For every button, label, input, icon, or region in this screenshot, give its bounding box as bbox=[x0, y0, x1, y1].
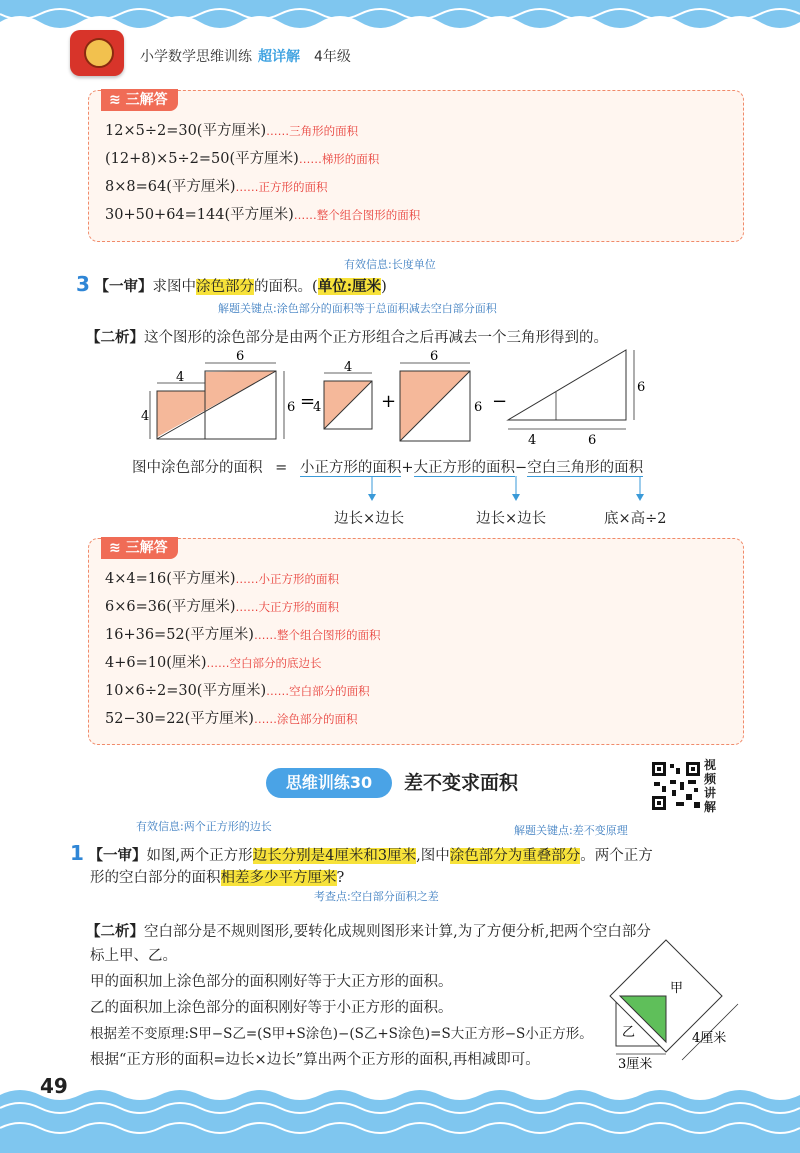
label-6: 6 bbox=[287, 400, 296, 415]
minus-sign: − bbox=[492, 391, 508, 412]
question-3-statement: 3 【一审】求图中涂色部分的面积。(单位:厘米) bbox=[76, 272, 387, 296]
label-4: 4 bbox=[313, 400, 322, 415]
label-4: 4 bbox=[141, 409, 150, 424]
analysis-para-3: 根据差不变原理:S甲−S乙=(S甲+S涂色)−(S乙+S涂色)=S大正方形−S小正方形。 bbox=[90, 1026, 593, 1042]
label-4: 4 bbox=[176, 370, 185, 385]
formula-arrows bbox=[350, 474, 690, 504]
equals-sign: = bbox=[300, 391, 316, 412]
grade-label: 4年级 bbox=[314, 49, 351, 65]
qr-code-icon[interactable] bbox=[650, 760, 702, 812]
answer-line: 10×6÷2=30(平方厘米)……空白部分的面积 bbox=[105, 683, 370, 699]
analysis-line-2: 标上甲、乙。 bbox=[90, 948, 177, 964]
label-yi: 乙 bbox=[622, 1025, 636, 1040]
overlap-squares-figure bbox=[600, 930, 750, 1070]
label-6: 6 bbox=[430, 349, 439, 364]
annotation-key-point: 解题关键点:差不变原理 bbox=[514, 824, 628, 837]
analysis-para-1: 甲的面积加上涂色部分的面积刚好等于大正方形的面积。 bbox=[90, 974, 453, 990]
label-4: 4 bbox=[528, 433, 537, 448]
label-6: 6 bbox=[236, 349, 245, 364]
plus-sign: + bbox=[381, 391, 397, 412]
label-6: 6 bbox=[637, 380, 646, 395]
answer-line: 30+50+64=144(平方厘米)……整个组合图形的面积 bbox=[105, 207, 421, 223]
sub-formula-2: 边长×边长 bbox=[476, 511, 547, 527]
section-label: 思维训练30 bbox=[266, 768, 392, 798]
blank-triangle-figure bbox=[508, 350, 645, 448]
answer-line: 16+36=52(平方厘米)……整个组合图形的面积 bbox=[105, 627, 381, 643]
sub-formula-3: 底×高÷2 bbox=[604, 511, 667, 527]
question-1-statement: 1 【一审】如图,两个正方形边长分别是4厘米和3厘米,图中涂色部分为重叠部分。两个正方 bbox=[70, 841, 653, 865]
combined-figure bbox=[141, 349, 295, 439]
area-formula-row: 图中涂色部分的面积 = 小正方形的面积+大正方形的面积−空白三角形的面积 bbox=[132, 460, 644, 476]
answer-line: 8×8=64(平方厘米)……正方形的面积 bbox=[105, 179, 328, 195]
label-4cm: 4厘米 bbox=[692, 1031, 727, 1046]
video-lecture-label[interactable]: 视频讲解 bbox=[704, 758, 717, 814]
label-6: 6 bbox=[588, 433, 597, 448]
answer-line: 52−30=22(平方厘米)……涂色部分的面积 bbox=[105, 711, 358, 727]
label-3cm: 3厘米 bbox=[618, 1057, 653, 1070]
analysis-para-4: 根据“正方形的面积=边长×边长”算出两个正方形的面积,再相减即可。 bbox=[90, 1052, 540, 1068]
answer-badge: ≋ 三解答 bbox=[101, 89, 178, 111]
label-jia: 甲 bbox=[670, 981, 684, 996]
answer-line: 6×6=36(平方厘米)……大正方形的面积 bbox=[105, 599, 340, 615]
page-number: 49 bbox=[40, 1074, 68, 1098]
annotation-useful-info: 有效信息:两个正方形的边长 bbox=[136, 820, 272, 833]
question-1-analysis: 【二析】空白部分是不规则图形,要转化成规则图形来计算,为了方便分析,把两个空白部分 bbox=[86, 924, 651, 940]
analysis-para-2: 乙的面积加上涂色部分的面积刚好等于小正方形的面积。 bbox=[90, 1000, 453, 1016]
label-6: 6 bbox=[474, 400, 483, 415]
brand-logo bbox=[70, 30, 124, 76]
answer-line: (12+8)×5÷2=50(平方厘米)……梯形的面积 bbox=[105, 151, 380, 167]
question-3-analysis: 【二析】这个图形的涂色部分是由两个正方形组合之后再减去一个三角形得到的。 bbox=[86, 330, 608, 346]
answer-badge: ≋ 三解答 bbox=[101, 537, 178, 559]
bottom-wave-border bbox=[0, 1070, 800, 1153]
answer-box-2 bbox=[88, 538, 744, 745]
book-title: 小学数学思维训练 bbox=[140, 49, 252, 65]
answer-line: 12×5÷2=30(平方厘米)……三角形的面积 bbox=[105, 123, 359, 139]
composite-figure-diagram bbox=[130, 345, 650, 455]
answer-line: 4×4=16(平方厘米)……小正方形的面积 bbox=[105, 571, 340, 587]
book-highlight: 超详解 bbox=[258, 49, 300, 65]
small-square-figure bbox=[313, 360, 372, 429]
section-title: 差不变求面积 bbox=[392, 768, 564, 798]
annotation-key-point: 解题关键点:涂色部分的面积等于总面积减去空白部分面积 bbox=[218, 302, 497, 315]
big-square-figure bbox=[400, 349, 482, 441]
annotation-focus-point: 考查点:空白部分面积之差 bbox=[314, 890, 439, 903]
answer-line: 4+6=10(厘米)……空白部分的底边长 bbox=[105, 655, 322, 671]
sub-formula-1: 边长×边长 bbox=[334, 511, 405, 527]
page-header bbox=[140, 46, 351, 66]
label-4: 4 bbox=[344, 360, 353, 375]
answer-box-1 bbox=[88, 90, 744, 242]
question-1-statement-line2: 形的空白部分的面积相差多少平方厘米? bbox=[90, 870, 345, 886]
annotation-useful-info: 有效信息:长度单位 bbox=[344, 258, 436, 271]
